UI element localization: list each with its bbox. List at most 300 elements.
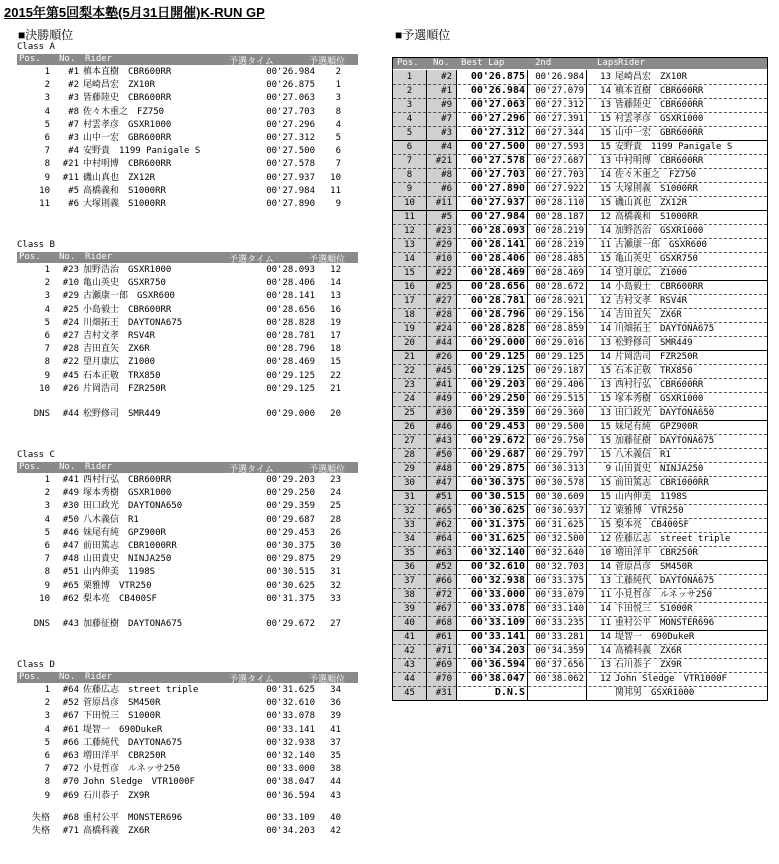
table-row: [17, 383, 358, 396]
table-row: [17, 370, 358, 383]
table-row: [393, 406, 767, 420]
cell-rider: 川畑拓王 DAYTONA675: [615, 324, 715, 334]
table-row: [393, 490, 767, 504]
cell-no: #22: [62, 357, 79, 368]
cell-laps: 13: [600, 576, 611, 586]
cell-no: #30: [427, 406, 457, 420]
cell-laps: 15: [600, 254, 611, 264]
cell-pos: 4: [44, 514, 50, 525]
table-row: [393, 378, 767, 392]
table-row: [393, 518, 767, 532]
cell-best-lap: 00'30.625: [470, 505, 525, 516]
cell-qual-rank: 17: [330, 331, 341, 341]
cell-no: #49: [427, 392, 457, 406]
col-no: No.: [59, 462, 76, 472]
cell-pos: 6: [44, 331, 50, 341]
cell-rider: 大塚則義 S1000RR: [615, 184, 698, 194]
cell-no: #65: [427, 504, 457, 518]
cell-best-lap: 00'28.141: [470, 239, 525, 250]
cell-2nd: 00'30.578: [527, 476, 587, 490]
cell-qual-time: 00'29.203: [266, 475, 315, 485]
cell-2nd: 00'29.500: [527, 420, 587, 434]
cell-qual-rank: 24: [330, 488, 341, 499]
class-label: Class A: [17, 42, 55, 52]
cell-qual-rank: 21: [330, 383, 341, 394]
cell-2nd: 00'28.859: [527, 322, 587, 336]
cell-2nd: 00'26.984: [527, 70, 587, 84]
cell-pos: 38: [393, 588, 427, 602]
table-row: [17, 119, 358, 132]
cell-laps: 11: [600, 240, 611, 250]
cell-qual-rank: 32: [330, 580, 341, 591]
cell-no: #5: [68, 185, 79, 196]
cell-pos: 9: [44, 580, 50, 591]
table-row: [17, 514, 358, 527]
cell-qual-time: 00'34.203: [266, 826, 315, 836]
cell-rider: 皆藤陸史 CBR600RR: [83, 93, 172, 104]
cell-rider: 吉村文孝 RSV4R: [615, 296, 688, 306]
cell-pos: 37: [393, 574, 427, 588]
cell-laps: 14: [600, 268, 611, 278]
table-row: [393, 350, 767, 364]
cell-laps: 15: [600, 142, 611, 152]
table-row: [393, 364, 767, 378]
col-laps: Laps: [597, 58, 619, 68]
cell-2nd: 00'34.359: [527, 644, 587, 658]
cell-no: #48: [62, 554, 79, 565]
cell-rider: 亀山英史 GSXR750: [83, 278, 166, 289]
cell-no: #11: [427, 196, 457, 210]
row-divider: [393, 574, 767, 575]
cell-no: #50: [427, 448, 457, 462]
cell-rider: 下田悦三 S1000R: [83, 711, 161, 722]
cell-rider: 吉村文孝 RSV4R: [83, 331, 156, 341]
cell-no: #23: [62, 265, 79, 275]
cell-laps: 14: [600, 310, 611, 320]
cell-qual-rank: 2: [335, 67, 341, 77]
cell-no: #41: [427, 378, 457, 392]
cell-best-lap: 00'28.781: [470, 295, 525, 306]
table-row: [393, 588, 767, 602]
cell-no: #50: [62, 514, 79, 525]
cell-2nd: 00'28.485: [527, 252, 587, 266]
table-row: [17, 304, 358, 317]
cell-qual-rank: 26: [330, 527, 341, 538]
cell-laps: 14: [600, 646, 611, 656]
cell-qual-rank: 10: [330, 172, 341, 183]
table-row: [17, 474, 358, 487]
cell-pos: 35: [393, 546, 427, 560]
cell-pos: 10: [39, 593, 50, 604]
cell-2nd: 00'29.406: [527, 378, 587, 392]
table-row: [393, 280, 767, 294]
table-row: [393, 434, 767, 448]
cell-qual-rank: 5: [335, 133, 341, 143]
cell-rider: 古瀬康一郎 GSXR600: [83, 291, 175, 302]
row-divider: [393, 126, 767, 127]
row-divider: [393, 560, 767, 561]
cell-2nd: 00'33.375: [527, 574, 587, 588]
cell-pos: 44: [393, 672, 427, 686]
cell-qual-time: 00'30.625: [266, 580, 315, 591]
cell-laps: 14: [600, 632, 611, 642]
row-divider: [393, 686, 767, 687]
cell-rider: 前田篤志 CBR1000RR: [615, 478, 709, 488]
cell-rider: 磯山真也 ZX12R: [83, 172, 156, 183]
cell-rider: 山田貴史 NINJA250: [83, 554, 172, 565]
row-divider: [393, 322, 767, 323]
cell-no: #2: [427, 70, 457, 84]
row-divider: [393, 658, 767, 659]
cell-qual-time: 00'33.109: [266, 812, 315, 823]
row-divider: [393, 280, 767, 281]
table-row: [393, 98, 767, 112]
cell-rider: 菅原昌彦 SM450R: [615, 562, 693, 572]
row-divider: [393, 266, 767, 267]
cell-laps: 14: [600, 226, 611, 236]
cell-qual-time: 00'28.656: [266, 304, 315, 315]
cell-qual-rank: 44: [330, 777, 341, 788]
cell-rider: 増田洋平 CBR250R: [615, 548, 698, 558]
cell-2nd: 00'29.750: [527, 434, 587, 448]
row-divider: [393, 546, 767, 547]
cell-qual-rank: 4: [335, 119, 341, 130]
table-row: [393, 168, 767, 182]
cell-no: #31: [427, 686, 457, 700]
cell-2nd: 00'31.625: [527, 518, 587, 532]
cell-rider: 重村公平 MONSTER696: [83, 812, 183, 823]
cell-pos: 45: [393, 686, 427, 700]
cell-qual-time: 00'33.078: [266, 711, 315, 722]
table-row: [17, 527, 358, 540]
cell-no: #46: [62, 527, 79, 538]
cell-qual-rank: 8: [335, 106, 341, 117]
cell-rider: 石本正敬 TRX850: [615, 366, 693, 376]
table-row: [393, 532, 767, 546]
cell-pos: 8: [44, 777, 50, 788]
cell-no: #43: [427, 434, 457, 448]
cell-qual-time: 00'28.141: [266, 291, 315, 302]
cell-no: #48: [427, 462, 457, 476]
cell-qual-rank: 36: [330, 698, 341, 709]
cell-pos: 2: [44, 80, 50, 91]
row-divider: [393, 182, 767, 183]
cell-pos: 3: [44, 291, 50, 302]
cell-rider: 高橋義和 S1000RR: [83, 185, 166, 196]
cell-no: #1: [427, 84, 457, 98]
table-row: [393, 602, 767, 616]
cell-rider: 加藤征樹 DAYTONA675: [615, 436, 715, 446]
table-row: [393, 546, 767, 560]
cell-rider: 妹尾有純 GPZ900R: [83, 527, 166, 538]
cell-laps: 12: [600, 296, 611, 306]
cell-no: #25: [62, 304, 79, 315]
row-divider: [393, 434, 767, 435]
cell-2nd: 00'33.235: [527, 616, 587, 630]
cell-rider: 松野修司 SMR449: [615, 338, 693, 348]
cell-pos: 6: [44, 541, 50, 551]
table-row: [17, 92, 358, 105]
cell-laps: 13: [600, 100, 611, 110]
qualifying-results-heading: ■予選順位: [395, 28, 451, 42]
cell-no: #66: [427, 574, 457, 588]
row-divider: [393, 448, 767, 449]
cell-laps: 15: [600, 198, 611, 208]
cell-rider: 前田篤志 CBR1000RR: [83, 541, 177, 551]
cell-pos: 11: [39, 199, 50, 209]
cell-rider: 栗雅博 VTR250: [615, 506, 684, 516]
cell-2nd: 00'32.500: [527, 532, 587, 546]
cell-qual-rank: 34: [330, 685, 341, 695]
cell-no: #62: [62, 593, 79, 604]
cell-no: #26: [62, 383, 79, 394]
cell-no: #2: [68, 80, 79, 91]
cell-rider: John Sledge VTR1000F: [615, 674, 727, 684]
cell-no: #67: [427, 602, 457, 616]
cell-no: #51: [62, 567, 79, 578]
cell-rider: 高橋義和 S1000RR: [615, 212, 698, 222]
cell-pos: 36: [393, 560, 427, 574]
row-divider: [393, 462, 767, 463]
cell-laps: 13: [600, 338, 611, 348]
row-divider: [393, 84, 767, 85]
cell-best-lap: 00'27.703: [470, 169, 525, 180]
cell-pos: 10: [39, 383, 50, 394]
cell-qual-rank: 16: [330, 304, 341, 315]
cell-2nd: 00'32.640: [527, 546, 587, 560]
cell-pos: 1: [44, 265, 50, 275]
cell-qual-time: 00'29.875: [266, 554, 315, 565]
col-no: No.: [59, 672, 76, 682]
row-divider: [393, 616, 767, 617]
col-no: No.: [59, 252, 76, 262]
cell-pos: 34: [393, 532, 427, 546]
cell-no: #21: [427, 154, 457, 168]
cell-rider: 重村公平 MONSTER696: [615, 618, 715, 628]
cell-pos: 7: [44, 146, 50, 157]
cell-qual-rank: 9: [335, 199, 341, 209]
col-rider: Rider: [618, 58, 646, 68]
cell-best-lap: 00'29.672: [470, 435, 525, 446]
cell-pos: 9: [44, 370, 50, 381]
cell-qual-time: 00'29.125: [266, 370, 315, 381]
cell-qual-rank: 35: [330, 751, 341, 761]
cell-pos: 26: [393, 420, 427, 434]
cell-qual-time: 00'28.093: [266, 265, 315, 275]
cell-qual-rank: 13: [330, 291, 341, 302]
cell-no: #4: [427, 140, 457, 154]
cell-pos: 41: [393, 630, 427, 644]
cell-qual-time: 00'29.000: [266, 409, 315, 419]
cell-2nd: 00'28.219: [527, 238, 587, 252]
cell-no: #3: [68, 93, 79, 104]
table-row: [17, 540, 358, 553]
row-divider: [393, 294, 767, 295]
cell-qual-rank: 6: [335, 146, 341, 157]
cell-laps: 13: [600, 408, 611, 418]
cell-laps: 11: [600, 618, 611, 628]
table-row: [17, 710, 358, 723]
table-row: [393, 224, 767, 238]
table-row: [393, 308, 767, 322]
qualifying-table-header: [393, 58, 767, 69]
cell-2nd: 00'32.703: [527, 560, 587, 574]
row-divider: [393, 336, 767, 337]
cell-2nd: 00'29.125: [527, 350, 587, 364]
col-pos: Pos.: [19, 252, 41, 262]
cell-no: #10: [62, 278, 79, 289]
col-no: No.: [59, 54, 76, 64]
cell-pos: 8: [393, 168, 427, 182]
cell-no: #28: [62, 344, 79, 355]
cell-laps: 10: [600, 548, 611, 558]
cell-qual-time: 00'27.890: [266, 199, 315, 209]
row-divider: [393, 644, 767, 645]
cell-2nd: 00'29.187: [527, 364, 587, 378]
cell-pos: 12: [393, 224, 427, 238]
cell-qual-time: 00'27.312: [266, 133, 315, 143]
cell-no: #46: [427, 420, 457, 434]
cell-rider: 山田貴史 NINJA250: [615, 464, 704, 474]
cell-pos: 1: [44, 685, 50, 695]
cell-pos: 27: [393, 434, 427, 448]
cell-pos: 2: [44, 278, 50, 289]
cell-best-lap: 00'27.937: [470, 197, 525, 208]
cell-laps: 15: [600, 492, 611, 502]
table-row: [393, 560, 767, 574]
table-row: [393, 252, 767, 266]
cell-best-lap: 00'28.796: [470, 309, 525, 320]
cell-rider: 加野浩治 GSXR1000: [615, 226, 704, 236]
cell-no: #47: [427, 476, 457, 490]
row-divider: [393, 252, 767, 253]
cell-no: #27: [427, 294, 457, 308]
final-table-header: [17, 54, 358, 65]
table-row: [393, 140, 767, 154]
cell-laps: 15: [600, 520, 611, 530]
col-pos: Pos.: [397, 58, 419, 68]
cell-rider: 古瀬康一郎 GSXR600: [615, 240, 707, 250]
cell-pos: 6: [44, 133, 50, 143]
cell-pos: 8: [44, 159, 50, 170]
cell-qual-rank: 39: [330, 711, 341, 722]
cell-pos: 18: [393, 308, 427, 322]
cell-pos: 5: [393, 126, 427, 140]
table-row: [17, 566, 358, 579]
cell-no: #71: [427, 644, 457, 658]
cell-laps: 15: [600, 394, 611, 404]
cell-best-lap: 00'29.125: [470, 365, 525, 376]
row-divider: [393, 476, 767, 477]
cell-rider: 佐々木重之 FZ750: [615, 170, 697, 180]
cell-no: #64: [62, 685, 79, 695]
table-row: [17, 697, 358, 710]
col-qual-time: 予選タイム: [229, 255, 274, 265]
cell-pos: 5: [44, 737, 50, 748]
cell-rider: 山中一宏 GBR600RR: [615, 128, 704, 138]
cell-2nd: 00'27.922: [527, 182, 587, 196]
cell-2nd: 00'37.656: [527, 658, 587, 672]
cell-qual-time: 00'27.296: [266, 119, 315, 130]
cell-pos: 7: [393, 154, 427, 168]
cell-2nd: 00'28.921: [527, 294, 587, 308]
col-rider: Rider: [85, 252, 113, 262]
cell-qual-time: 00'28.828: [266, 317, 315, 328]
cell-qual-time: 00'28.796: [266, 344, 315, 355]
col-pos: Pos.: [19, 672, 41, 682]
cell-pos: 2: [393, 84, 427, 98]
table-row: [17, 618, 358, 631]
cell-pos: 40: [393, 616, 427, 630]
cell-best-lap: 00'29.000: [470, 337, 525, 348]
table-row: [17, 812, 358, 825]
table-row: [393, 70, 767, 84]
table-row: [17, 500, 358, 513]
cell-qual-time: 00'27.703: [266, 106, 315, 117]
col-rider: Rider: [85, 54, 113, 64]
cell-rider: 小見哲彦 ルネッサ250: [83, 764, 180, 775]
cell-pos: 2: [44, 488, 50, 499]
cell-rider: 村雲孝彦 GSXR1000: [615, 114, 704, 124]
table-row: [17, 66, 358, 79]
table-row: [17, 185, 358, 198]
cell-best-lap: 00'36.594: [470, 659, 525, 670]
table-row: [393, 84, 767, 98]
cell-qual-time: 00'27.578: [266, 159, 315, 170]
cell-qual-rank: 40: [330, 812, 341, 823]
cell-pos: 5: [44, 527, 50, 538]
cell-pos: 16: [393, 280, 427, 294]
cell-rider: 望月康広 Z1000: [83, 357, 156, 368]
cell-qual-rank: 38: [330, 764, 341, 775]
table-row: [17, 290, 358, 303]
cell-best-lap: 00'32.140: [470, 547, 525, 558]
cell-no: #27: [62, 331, 79, 341]
cell-no: #25: [427, 280, 457, 294]
cell-pos: 1: [44, 475, 50, 485]
row-divider: [393, 210, 767, 211]
row-divider: [393, 420, 767, 421]
cell-rider: 片岡浩司 FZR250R: [615, 352, 698, 362]
row-divider: [393, 602, 767, 603]
cell-pos: 20: [393, 336, 427, 350]
row-divider: [393, 350, 767, 351]
cell-rider: 下田悦三 S1000R: [615, 604, 693, 614]
table-row: [17, 277, 358, 290]
cell-pos: 9: [44, 172, 50, 183]
cell-rider: 佐藤広志 street triple: [615, 534, 731, 544]
final-table-header: [17, 672, 358, 683]
cell-best-lap: 00'28.093: [470, 225, 525, 236]
table-row: [393, 644, 767, 658]
cell-laps: 13: [600, 72, 611, 82]
cell-best-lap: 00'30.375: [470, 477, 525, 488]
cell-no: #44: [62, 409, 79, 419]
cell-rider: 尾崎昌宏 ZX10R: [615, 72, 688, 82]
cell-qual-time: 00'28.469: [266, 357, 315, 368]
cell-no: #66: [62, 737, 79, 748]
row-divider: [393, 154, 767, 155]
cell-no: #64: [427, 532, 457, 546]
cell-no: #7: [427, 112, 457, 126]
cell-2nd: 00'27.312: [527, 98, 587, 112]
table-row: [393, 182, 767, 196]
cell-2nd: 00'28.110: [527, 196, 587, 210]
cell-rider: 妹尾有純 GPZ900R: [615, 422, 698, 432]
cell-2nd: 00'27.593: [527, 140, 587, 154]
cell-no: #72: [62, 764, 79, 775]
cell-rider: 山中一宏 GBR600RR: [83, 133, 172, 143]
